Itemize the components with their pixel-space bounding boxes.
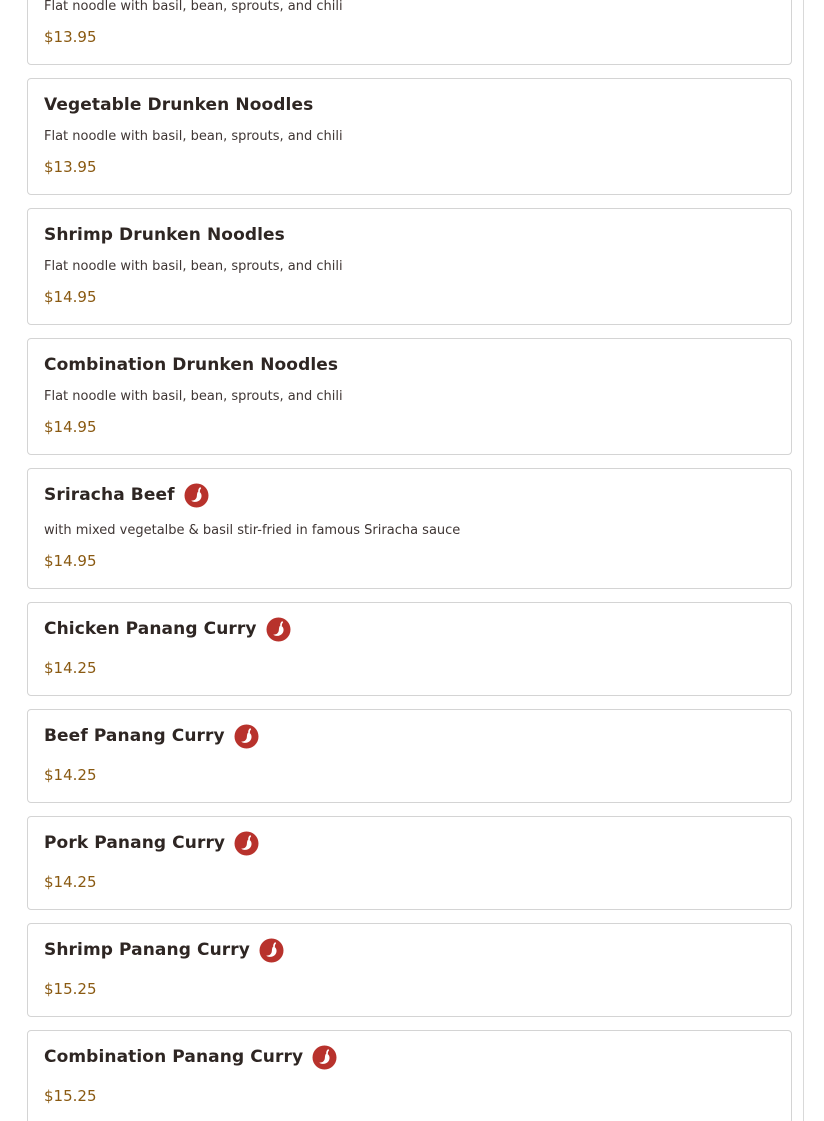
menu-item-price: $14.95: [44, 552, 97, 570]
menu-item-price: $15.25: [44, 980, 97, 998]
menu-item-list: [27, 0, 792, 1121]
menu-item-name: Pork Panang Curry: [44, 833, 226, 853]
menu-item-description: Flat noodle with basil, bean, sprouts, and chili: [44, 0, 343, 14]
menu-item-description: with mixed vegetalbe & basil stir-fried in famous Sriracha sauce: [44, 523, 461, 538]
menu-item-name: Shrimp Panang Curry: [44, 940, 250, 960]
scrollbar-track[interactable]: [803, 0, 804, 1121]
menu-item-description: Flat noodle with basil, bean, sprouts, and chili: [44, 389, 343, 404]
menu-item-description: Flat noodle with basil, bean, sprouts, and chili: [44, 129, 343, 144]
chili-pepper-icon: [312, 1045, 337, 1070]
menu-item-price: $14.95: [44, 288, 97, 306]
menu-item-price: $15.25: [44, 1087, 97, 1105]
menu-item-price: $14.95: [44, 418, 97, 436]
menu-item-price: $14.25: [44, 659, 97, 677]
menu-item-card[interactable]: [27, 208, 792, 325]
menu-item-header: [44, 1045, 337, 1069]
menu-item-price: $14.25: [44, 873, 97, 891]
menu-item-header: [44, 353, 338, 377]
chili-pepper-icon: [266, 617, 291, 642]
menu-item-header: [44, 724, 259, 748]
menu-item-name: Combination Panang Curry: [44, 1047, 304, 1067]
menu-item-header: [44, 223, 285, 247]
menu-item-card[interactable]: [27, 0, 792, 65]
menu-item-name: Chicken Panang Curry: [44, 619, 257, 639]
menu-item-card[interactable]: [27, 78, 792, 195]
chili-pepper-icon: [234, 831, 259, 856]
chili-pepper-icon: [184, 483, 209, 508]
menu-item-name: Beef Panang Curry: [44, 726, 225, 746]
menu-item-price: $14.25: [44, 766, 97, 784]
menu-item-price: $13.95: [44, 158, 97, 176]
chili-pepper-icon: [234, 724, 259, 749]
menu-item-name: Sriracha Beef: [44, 485, 175, 505]
menu-item-name: Vegetable Drunken Noodles: [44, 95, 314, 115]
menu-item-card[interactable]: [27, 338, 792, 455]
menu-item-card[interactable]: [27, 602, 792, 696]
menu-item-header: [44, 617, 291, 641]
menu-item-description: Flat noodle with basil, bean, sprouts, and chili: [44, 259, 343, 274]
menu-item-card[interactable]: [27, 923, 792, 1017]
menu-item-header: [44, 831, 259, 855]
chili-pepper-icon: [259, 938, 284, 963]
menu-item-name: Combination Drunken Noodles: [44, 355, 339, 375]
menu-item-price: $13.95: [44, 28, 97, 46]
menu-item-name: Shrimp Drunken Noodles: [44, 225, 285, 245]
menu-item-header: [44, 938, 284, 962]
menu-item-card[interactable]: [27, 1030, 792, 1121]
menu-item-card[interactable]: [27, 709, 792, 803]
menu-item-header: [44, 93, 313, 117]
menu-item-card[interactable]: [27, 816, 792, 910]
menu-item-card[interactable]: [27, 468, 792, 589]
menu-item-header: [44, 483, 209, 507]
